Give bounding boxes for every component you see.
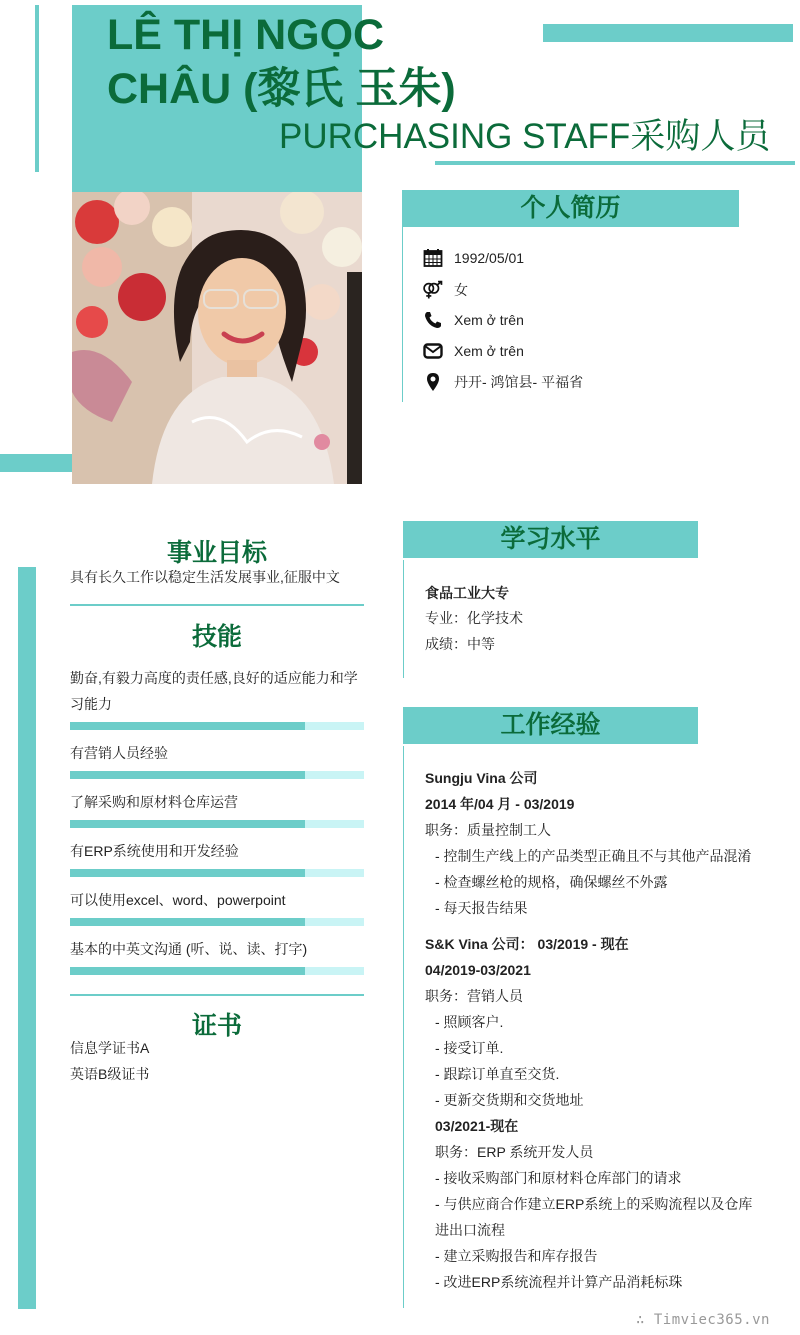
- email-icon: [422, 340, 444, 362]
- experience-line: 03/2021-现在: [435, 1118, 519, 1134]
- section-divider: [70, 994, 364, 996]
- skill-text: 了解采购和原材料仓库运营: [70, 794, 238, 810]
- personal-info-heading: 个人简历: [402, 190, 739, 227]
- experience-line: 04/2019-03/2021: [425, 962, 531, 978]
- experience-line: - 控制生产线上的产品类型正确且不与其他产品混淆: [435, 848, 752, 864]
- calendar-icon: [422, 247, 444, 269]
- skill-label: [70, 665, 370, 717]
- career-goal-text: 具有长久工作以稳定生活发展事业,征服中文: [70, 569, 340, 585]
- gender-row: [422, 278, 468, 302]
- decor-bar-left: [0, 454, 72, 472]
- skill-level-bar: [70, 820, 364, 828]
- email-row: [422, 339, 524, 363]
- experience-line: 职务：营销人员: [425, 988, 523, 1004]
- experience-line: - 跟踪订单直至交货.: [435, 1066, 560, 1082]
- section-divider: [70, 604, 364, 606]
- skill-level-fill: [70, 869, 305, 877]
- experience-line: 职务：质量控制工人: [425, 822, 551, 838]
- title-underline: [435, 161, 795, 165]
- education-heading: 学习水平: [403, 521, 698, 558]
- skill-label: [70, 789, 370, 815]
- candidate-name: [107, 8, 567, 116]
- skill-level-fill: [70, 820, 305, 828]
- certificate-item: 信息学证书A: [70, 1040, 150, 1056]
- skill-level-bar: [70, 967, 364, 975]
- education-section-line: [403, 560, 404, 678]
- name-line-2: CHÂU (黎氏 玉朱): [107, 65, 456, 113]
- phone-row: [422, 308, 524, 332]
- address-row: [422, 370, 583, 394]
- phone-icon: [422, 309, 444, 331]
- experience-line: 2014 年/04 月 - 03/2019: [425, 796, 575, 812]
- certificate-item: 英语B级证书: [70, 1066, 150, 1082]
- skill-label: [70, 887, 370, 913]
- address-value: 丹开- 鸿馆县- 平福省: [454, 374, 584, 390]
- skill-text: 勤奋,有毅力高度的责任感,良好的适应能力和学: [70, 670, 358, 686]
- education-grade: 成绩：中等: [425, 636, 495, 652]
- skill-level-fill: [70, 722, 305, 730]
- skill-text: 有营销人员经验: [70, 745, 168, 761]
- experience-line: 职务：ERP 系统开发人员: [435, 1144, 594, 1160]
- experience-line: S&K Vina 公司： 03/2019 - 现在: [425, 936, 629, 952]
- decor-bar-top-right: [543, 24, 793, 42]
- skill-level-fill: [70, 967, 305, 975]
- skill-text: 习能力: [70, 696, 112, 712]
- phone-value: Xem ở trên: [454, 312, 524, 328]
- email-value: Xem ở trên: [454, 343, 524, 359]
- experience-heading: 工作经验: [403, 707, 698, 744]
- skill-label: [70, 936, 370, 962]
- location-icon: [422, 371, 444, 393]
- experience-line: Sungju Vina 公司: [425, 770, 538, 786]
- skills-heading: 技能: [191, 623, 242, 651]
- experience-line: 进出口流程: [435, 1222, 505, 1238]
- experience-line: - 改进ERP系统流程并计算产品消耗标珠: [435, 1274, 683, 1290]
- skill-level-bar: [70, 722, 364, 730]
- experience-line: - 更新交货期和交货地址: [435, 1092, 584, 1108]
- skill-level-fill: [70, 918, 305, 926]
- profile-photo: [72, 192, 362, 484]
- experience-line: - 建立采购报告和库存报告: [435, 1248, 598, 1264]
- skill-level-bar: [70, 918, 364, 926]
- gender-icon: [422, 279, 444, 301]
- skill-level-bar: [70, 771, 364, 779]
- career-goal-heading: 事业目标: [166, 539, 267, 567]
- watermark: ∴ Timviec365.vn: [636, 1312, 770, 1328]
- skill-text: 基本的中英文沟通 (听、说、读、打字): [70, 941, 308, 957]
- experience-line: - 照顾客户.: [435, 1014, 504, 1030]
- gender-value: 女: [454, 282, 468, 298]
- skill-label: [70, 740, 370, 766]
- skill-text: 有ERP系统使用和开发经验: [70, 843, 239, 859]
- experience-section-line: [403, 746, 404, 1308]
- experience-line: - 接收采购部门和原材料仓库部门的请求: [435, 1170, 682, 1186]
- education-major: 专业：化学技术: [425, 610, 523, 626]
- decor-bar-vertical: [35, 5, 39, 172]
- experience-line: - 每天报告结果: [435, 900, 528, 916]
- experience-line: - 与供应商合作建立ERP系统上的采购流程以及仓库: [435, 1196, 753, 1212]
- name-line-1: LÊ THỊ NGỌC: [107, 11, 385, 59]
- skill-text: 可以使用excel、word、powerpoint: [70, 892, 286, 908]
- skill-label: [70, 838, 370, 864]
- birthdate-value: 1992/05/01: [454, 250, 525, 266]
- experience-line: - 接受订单.: [435, 1040, 504, 1056]
- personal-section-line: [402, 226, 403, 402]
- experience-line: - 检查螺丝枪的规格，确保螺丝不外露: [435, 874, 668, 890]
- birthdate-row: [422, 246, 524, 270]
- certificates-heading: 证书: [191, 1012, 242, 1040]
- job-title: PURCHASING STAFF采购人员: [279, 117, 771, 156]
- skill-level-bar: [70, 869, 364, 877]
- school-name: 食品工业大专: [425, 585, 509, 601]
- skill-level-fill: [70, 771, 305, 779]
- decor-bar-left-long: [18, 567, 36, 1309]
